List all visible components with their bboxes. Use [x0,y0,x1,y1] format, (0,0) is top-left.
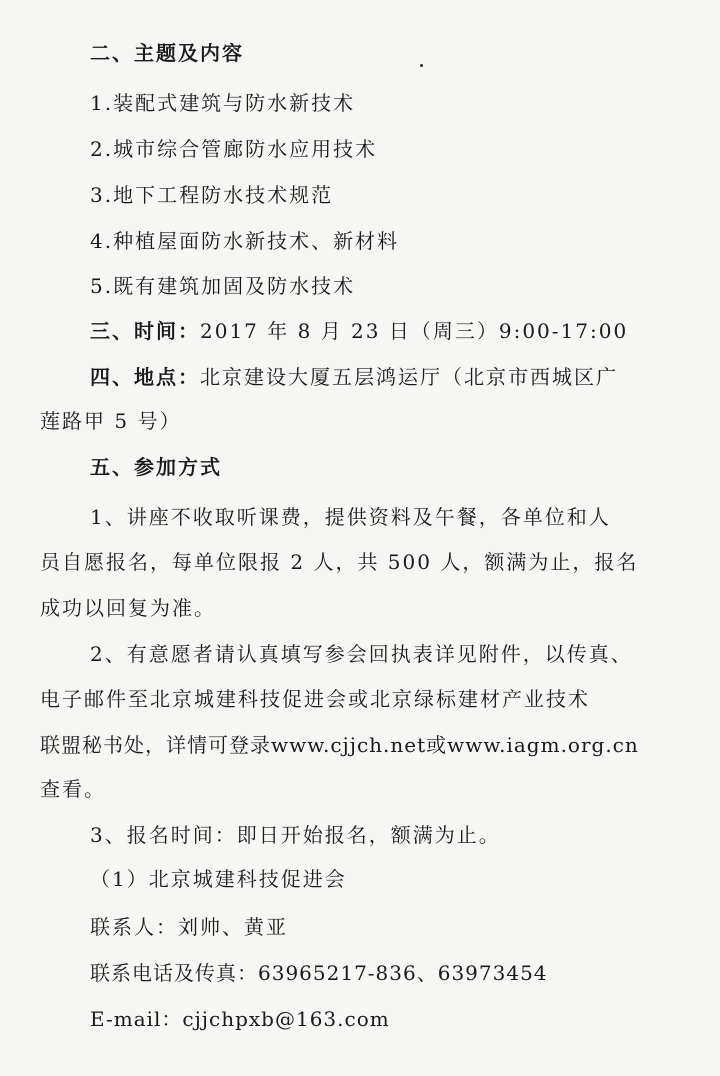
topic-item: 3.地下工程防水技术规范 [90,183,334,207]
location-row [90,364,618,390]
contact-email: E-mail：cjjchpxb@163.com [90,1007,390,1031]
time-row [90,318,628,344]
contact-phone: 联系电话及传真：63965217-836、63973454 [90,961,548,985]
paragraph-2-line: 查看。 [40,777,106,801]
paragraph-1-line: 1、讲座不收取听课费，提供资料及午餐，各单位和人 [90,505,611,529]
topic-item: 1.装配式建筑与防水新技术 [90,91,356,115]
paragraph-2-line: 联盟秘书处，详情可登录www.cjjch.net或www.iagm.org.cn [40,733,639,757]
topic-item: 4.种植屋面防水新技术、新材料 [90,229,400,253]
location-value-cont: 莲路甲 5 号） [40,409,182,433]
paragraph-2-line: 2、有意愿者请认真填写参会回执表详见附件，以传真、 [90,642,633,666]
topic-item: 5.既有建筑加固及防水技术 [90,274,356,298]
org-name: （1）北京城建科技促进会 [90,867,347,891]
scan-speck [420,64,423,67]
time-value: 2017 年 8 月 23 日（周三）9:00-17:00 [200,319,629,343]
topic-item: 2.城市综合管廊防水应用技术 [90,137,378,161]
time-label: 三、时间： [90,319,200,343]
contact-person: 联系人：刘帅、黄亚 [90,915,288,939]
section-5-heading: 五、参加方式 [90,455,222,479]
location-label: 四、地点： [90,365,200,389]
paragraph-1-line: 员自愿报名，每单位限报 2 人，共 500 人，额满为止，报名 [40,550,639,574]
paragraph-2-line: 电子邮件至北京城建科技促进会或北京绿标建材产业技术 [40,687,590,711]
paragraph-1-line: 成功以回复为准。 [40,596,216,620]
paragraph-3: 3、报名时间：即日开始报名，额满为止。 [90,823,501,847]
section-2-heading: 二、主题及内容 [90,41,244,65]
location-value: 北京建设大厦五层鸿运厅（北京市西城区广 [200,365,618,389]
